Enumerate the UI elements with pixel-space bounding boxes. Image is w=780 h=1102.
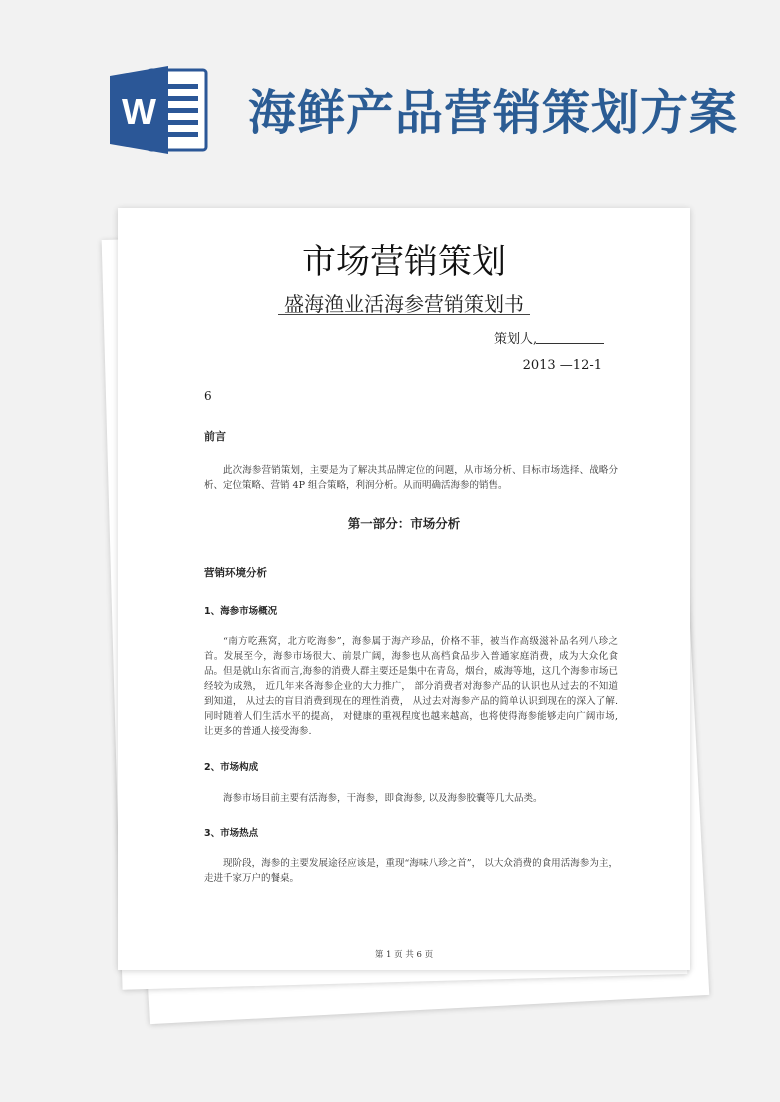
section-heading: 2、市场构成 [204,762,259,773]
banner-header [0,0,780,190]
word-logo-letter: W [122,91,156,132]
document-date: 2013 —12-1 [522,358,602,373]
planner-label: 策划人, [494,332,538,347]
document-page [118,208,690,970]
section-paragraph: 现阶段，海参的主要发展途径应该是，重现“海味八珍之首”， 以大众消费的食用活海参为主，走进千家万户的餐桌。 [204,858,618,884]
foreword-heading: 前言 [204,430,226,443]
planner-blank-line [536,343,604,344]
section-heading: 1、海参市场概况 [204,606,278,617]
page-footer: 第 1 页 共 6 页 [374,950,434,960]
part1-title: 第一部分：市场分析 [347,516,461,531]
word-logo-icon [108,62,210,158]
section-heading: 3、市场热点 [204,828,259,839]
document-title: 市场营销策划 [302,242,506,282]
document-subtitle: 盛海渔业活海参营销策划书 [284,292,524,316]
banner-title: 海鲜产品营销策划方案 [248,85,739,141]
marketing-environment-heading: 营销环境分析 [204,567,267,579]
section-paragraph: 海参市场目前主要有活海参，干海参，即食海参, 以及海参胶囊等几大品类。 [223,793,543,804]
foreword-paragraph: 此次海参营销策划，主要是为了解决其品牌定位的问题，从市场分析、目标市场选择、战略分析、定位策略、营销 4P 组合策略，利润分析。从而明确活海参的销售。 [204,465,618,491]
subtitle-underline [278,314,530,315]
section-paragraph: “南方吃燕窝，北方吃海参”，海参属于海产珍品，价格不菲，被当作高级滋补品名列八珍之首。发展至今，海参市场很大、前景广阔，海参也从高档食品步入普通家庭消费，成为大众化食品。但是就山东省而言,海参的消费人群主要还是集中在青岛，烟台，威海等地，这几个海参市场已经较为成熟， 近几年来各海参企业的大力推广， 部分消费者对海参产品的认识也从过去的不知道到知道， 从过去的盲目消费到现在的理性消费， 从过去对海参产品的简单认识到现在的深入了解. 同时随着人们生活水平的提高， 对健康的重视程度也越来越高，也将使得海参能够走向广阔市场, 让更多的普通人接受海参. [204,636,618,737]
document-date-continuation: 6 [204,389,212,403]
